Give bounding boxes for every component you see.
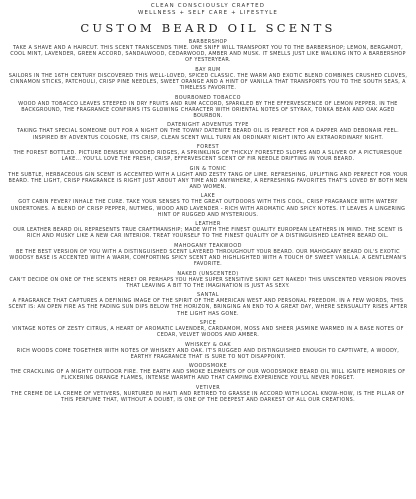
scent-name: LEATHER <box>195 221 221 228</box>
scent-name: BARBERSHOP <box>188 39 228 45</box>
tagline-bottom: WELLNESS + SELF CARE + LIFESTYLE <box>137 10 279 16</box>
scent-entry-forest <box>6 144 410 162</box>
scent-description: TAKING THAT SPECIAL SOMEONE OUT FOR A NIGHT ON THE TOWN? DATENITE BEARD OIL IS PERFECT FOR A DAPPER AND DEBONAIR FEEL. INSPIRED BY ADVENTUS COLOGNE, ITS CRISP, CLEAN SCENT WILL TURN AN ORDINARY NIGHT INTO AN EXTRAORDINARY NIGHT. <box>17 128 399 141</box>
scent-description: THE CREME DE LA CREME OF VETIVERS, NURTURED IN HAITI AND RETIRED TO GRASSE IN ACCORD WITH LOCAL KNOW-HOW, IS THE PILLAR OF THIS PERFUME THAT, WITHOUT A DOUBT, IS ONE OF THE DEEPEST AND DARKEST OF ALL OUR CREATIONS. <box>11 390 405 403</box>
scent-name: LAKE <box>200 193 216 200</box>
scent-description: TAKE A SHAVE AND A HAIRCUT. THIS SCENT TRANSCENDS TIME. ONE SNIFF WILL TRANSPORT YOU TO THE BARBERSHOP; LEMON, BERGAMOT, COOL MINT, LAVENDER, GREEN ACCORD, SANDALWOOD, CEDARWOOD, AMBER AND MUSK. IT SMELLS JUST LIKE WALKING INTO A BARBERSHOP OF YESTERYEAR. <box>10 45 406 64</box>
scent-description: SAILORS IN THE 16TH CENTURY DISCOVERED THIS WELL-LOVED, SPICED CLASSIC. THE WARM AND EXOTIC BLEND COMBINES CRUSHED CLOVES, CINNAMON STICKS, PATCHOULI, CRISP PINE NEEDLES, SWEET ORANGE AND A HINT OF VANILLA THAT TRANSPORTS YOU TO THE SOUTH SEAS, A TIMELESS FAVORITE. <box>8 72 408 92</box>
scent-description: CAN'T DECIDE ON ONE OF THE SCENTS HERE? OR PERHAPS YOU HAVE SUPER SENSITIVE SKIN? GET NAKED! THIS UNSCENTED VERSION PROVES THAT LEAVING A BIT TO THE IMAGINATION IS JUST AS SEXY. <box>9 276 407 289</box>
scent-description: THE FOREST BOTTLED. PICTURE DENSELY WOODED RIDGES, A SPRINKLING OF THICKLY FORESTED SLOPES AND A SLIVER OF A PICTURESQUE LAKE... YOU'LL LOVE THE FRESH, CRISP, EFFERVESCENT SCENT OF FIR NEEDLE DRIFTING IN YOUR BEARD. <box>13 149 403 163</box>
scent-entry-spice <box>6 320 410 338</box>
scent-name: SANTAL <box>197 292 219 299</box>
tagline-top: CLEAN CONSCIOUSLY CRAFTED <box>150 3 266 9</box>
scent-name: DATENIGHT ADVENTUS TYPE <box>167 122 249 129</box>
page-title: CUSTOM BEARD OIL SCENTS <box>80 21 336 35</box>
scent-description: WOOD AND TOBACCO LEAVES STEEPED IN DRY FRUITS AND RUM ACCORD, SPARKLED BY THE EFFERVESCENCE OF LEMON PEPPER. IN THE BACKGROUND, THE FRAGRANCE CONFIRMS ITS GLOWING CHARACTER WITH ORIENTAL NOTES OF STYRAX, TONKA BEAN AND OAK AGED BOURBON. <box>18 100 398 119</box>
scent-name: BAY RUM <box>195 66 221 73</box>
scent-entry-santal <box>6 292 410 317</box>
scent-name: SPICE <box>199 319 217 326</box>
scent-entry-bourboned-tobacco <box>6 95 410 120</box>
scent-entry-whiskey-oak <box>6 342 410 360</box>
scent-entry-naked <box>6 271 410 289</box>
scent-entry-lake <box>6 193 410 218</box>
scent-name: BOURBONED TOBACCO <box>175 94 241 101</box>
scent-name: VETIVER <box>195 384 221 391</box>
scent-description: A FRAGRANCE THAT CAPTURES A DEFINING IMAGE OF THE SPIRIT OF THE AMERICAN WEST AND PERSONAL FREEDOM. IN A FEW WORDS, THIS SCENT IS: AN OPEN FIRE AS THE FADING SUN DIPS BELOW THE HORIZON, BRINGING AN END TO A GREAT DAY, WHERE SENSUALITY RISES AFTER THE LIGHT HAS GONE. <box>8 298 408 317</box>
scent-name: WHISKEY & OAK <box>184 341 232 348</box>
scent-entry-vetiver <box>6 385 410 403</box>
scent-name: NAKED (UNSCENTED) <box>177 270 239 277</box>
scent-name: MAHOGANY TEAKWOOD <box>174 242 242 249</box>
scent-description: VINTAGE NOTES OF ZESTY CITRUS, A HEART OF AROMATIC LAVENDER, CARDAMOM, MOSS AND SHEER JASMINE WARMED IN A BASE NOTES OF CEDAR, VELVET WOODS AND AMBER. <box>12 325 404 339</box>
scent-description: BE THE BEST VERSION OF YOU WITH A DISTINGUISHED SCENT LAYERED THROUGHOUT YOUR BEARD. OUR MAHOGANY BEARD OIL'S EXOTIC WOODSY BASE IS ACCENTED WITH A WARM, COMFORTING SPICY SCENT AND HIGHLIGHTED WITH A TOUCH OF SWEET VANILLA. A GENTLEMAN'S FAVORITE. <box>9 248 407 268</box>
scent-entry-datenight <box>6 122 410 140</box>
scent-name: WOODSMOKE <box>188 363 228 370</box>
scent-entry-leather <box>6 221 410 239</box>
scent-entry-bay-rum <box>6 67 410 92</box>
scent-description: GOT CABIN FEVER? INHALE THE CURE. TAKE YOUR SENSES TO THE GREAT OUTDOORS WITH THIS COOL, CRISP FRAGRANCE WITH WATERY UNDERTONES. A BLEND OF CRISP PEPPER, NUTMEG, WOOD AND LAVENDER - RICH WITH AROMATIC AND SPICY NOTES. IT LEAVES A LINGERING HINT OF RUGGED AND MYSTERIOUS. <box>10 199 406 218</box>
scent-entry-mahogany-teakwood <box>6 243 410 268</box>
scent-name: GIN & TONIC <box>189 165 227 172</box>
scent-description: RICH WOODS COME TOGETHER WITH NOTES OF WHISKEY AND OAK. IT'S RUGGED AND DISTINGUISHED ENOUGH TO CAPTIVATE, A WOODY, EARTHY FRAGRANCE THAT IS SURE TO NOT DISAPPOINT. <box>16 347 400 360</box>
scent-entry-barbershop <box>6 39 410 64</box>
scent-entry-woodsmoke <box>6 363 410 381</box>
scent-description: THE CRACKLING OF A MIGHTY OUTDOOR FIRE. THE EARTH AND SMOKE ELEMENTS OF OUR WOODSMOKE BEARD OIL WILL IGNITE MEMORIES OF FLICKERING ORANGE FLAMES, INTENSE WARMTH AND THAT CAMPING EXPERIENCE YOU'LL NEVER FORGET. <box>10 369 406 382</box>
scent-description: THE SUBTLE, HERBACEOUS GIN SCENT IS ACCENTED WITH A LIGHT AND ZESTY TANG OF LIME. REFRESHING, UPLIFTING AND PERFECT FOR YOUR BEARD. THE LIGHT, CRISP FRAGRANCE IS RIGHT JUST ABOUT ANY TIME AND ANYWHERE, A REFRESHING FAVORITES THAT'S LOVED BY BOTH MEN AND WOMEN. <box>8 171 408 190</box>
scent-name: FOREST <box>196 143 220 150</box>
scent-entry-gin-tonic <box>6 166 410 191</box>
scent-description: OUR LEATHER BEARD OIL REPRESENTS TRUE CRAFTMANSHIP; MADE WITH THE FINEST QUALITY EUROPEAN LEATHERS IN MIND. THE SCENT IS RICH AND MUSKY LIKE A NEW CAR INTERIOR. TREAT YOURSELF TO THE FINEST QUALITY OF A DISTINGUISHED LEATHER BEARD OIL. <box>13 227 403 240</box>
